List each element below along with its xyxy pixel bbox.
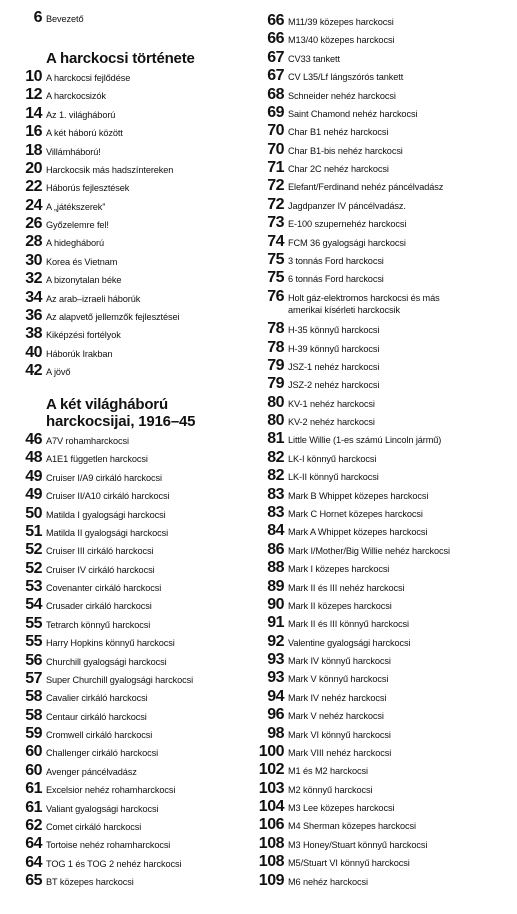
- entry-title: Az 1. világháború: [46, 109, 116, 120]
- entry-title: Avenger páncélvadász: [46, 766, 137, 777]
- toc-entry: [258, 177, 517, 197]
- entry-title: JSZ-2 nehéz harckocsi: [288, 380, 380, 391]
- toc-entry: [258, 449, 517, 469]
- page-number: 96: [267, 706, 284, 724]
- page-number: 32: [25, 270, 42, 288]
- toc-entry: [258, 725, 517, 745]
- entry-title: M3 Lee közepes harckocsi: [288, 803, 395, 814]
- toc-entry: [258, 196, 517, 216]
- entry-title: FCM 36 gyalogsági harckocsi: [288, 237, 406, 248]
- page-number: 54: [25, 596, 42, 614]
- page-number: 58: [25, 706, 42, 724]
- entry-title: Kiképzési fortélyok: [46, 330, 121, 341]
- entry-title: Crusader cirkáló harckocsi: [46, 601, 152, 612]
- entry-title: Háborúk Irakban: [46, 348, 113, 359]
- page-number: 60: [25, 743, 42, 761]
- toc-entry: [0, 270, 258, 290]
- toc-entry: [0, 307, 258, 327]
- toc-entry: [0, 252, 258, 272]
- page-number: 83: [267, 504, 284, 521]
- entry-title: Cruiser I/A9 cirkáló harckocsi: [46, 472, 162, 483]
- page-number: 24: [25, 196, 42, 214]
- page-number: 93: [267, 651, 284, 669]
- page-number: 67: [267, 48, 284, 66]
- entry-title: A jövő: [46, 367, 71, 378]
- page-number: 30: [25, 251, 42, 269]
- page-number: 93: [267, 669, 284, 687]
- page-number: 83: [267, 485, 284, 503]
- page-number: 12: [25, 86, 42, 104]
- entry-title: A harckocsizók: [46, 91, 106, 102]
- entry-title: CV33 tankett: [288, 53, 340, 64]
- toc-entry: [0, 523, 258, 543]
- toc-entry: [258, 430, 517, 450]
- toc-entry: [0, 431, 258, 451]
- toc-entry: [258, 12, 517, 32]
- entry-title: M2 könnyű harckocsi: [288, 784, 373, 795]
- entry-title-continued: amerikai kísérleti harckocsik: [288, 304, 400, 315]
- page-number: 57: [25, 669, 42, 687]
- toc-entry: [0, 670, 258, 690]
- page-number: 49: [25, 467, 42, 485]
- page-number: 50: [25, 504, 42, 522]
- toc-entry: [0, 142, 258, 162]
- page-number: 84: [267, 522, 284, 540]
- toc-entry: [258, 233, 517, 253]
- entry-title: Saint Chamond nehéz harckocsi: [288, 108, 418, 119]
- toc-entry: [258, 669, 517, 689]
- entry-title: Cavalier cirkáló harckocsi: [46, 693, 148, 704]
- page-number: 75: [267, 250, 284, 268]
- page-number: 55: [25, 614, 42, 632]
- entry-title: A bizonytalan béke: [46, 275, 122, 286]
- toc-entry: [258, 853, 517, 873]
- entry-title: LK-II könnyű harckocsi: [288, 472, 379, 483]
- page-number: 61: [25, 798, 42, 816]
- page-number: 18: [25, 141, 42, 159]
- entry-title: Holt gáz-elektromos harckocsi és más: [288, 292, 440, 303]
- toc-entry: [258, 320, 517, 340]
- toc-entry: [0, 652, 258, 672]
- page-number: 42: [25, 362, 42, 380]
- entry-title: M6 nehéz harckocsi: [288, 876, 368, 887]
- entry-title: Tortoise nehéz rohamharckocsi: [46, 840, 171, 851]
- entry-title: M1 és M2 harckocsi: [288, 766, 368, 777]
- toc-entry: [0, 780, 258, 800]
- toc-entry: [0, 707, 258, 727]
- entry-title: Little Willie (1-es számú Lincoln jármű): [288, 435, 442, 446]
- page-number: 40: [25, 343, 42, 361]
- toc-entry: [0, 105, 258, 125]
- entry-title: Háborús fejlesztések: [46, 183, 130, 194]
- page-number: 62: [25, 816, 42, 834]
- page-number: 20: [25, 159, 42, 177]
- entry-title: Mark I közepes harckocsi: [288, 564, 390, 575]
- entry-title: A7V rohamharckocsi: [46, 436, 129, 446]
- toc-entry: [0, 505, 258, 525]
- toc-entry: [0, 578, 258, 598]
- entry-title: Super Churchill gyalogsági harckocsi: [46, 674, 194, 685]
- page-number: 91: [267, 614, 284, 632]
- toc-entry: [258, 122, 517, 142]
- page-number: 52: [25, 541, 42, 559]
- page-number: 78: [267, 338, 284, 356]
- entry-title: Valentine gyalogsági harckocsi: [288, 637, 411, 648]
- entry-title: Bevezető: [46, 14, 84, 24]
- page-number: 60: [25, 761, 42, 779]
- toc-entry: [258, 467, 517, 487]
- toc-entry: [258, 798, 517, 818]
- entry-title: Cruiser III cirkáló harckocsi: [46, 546, 154, 557]
- page-number: 66: [267, 30, 284, 48]
- page-number: 55: [25, 633, 42, 651]
- toc-entry: [258, 67, 517, 87]
- page-number: 67: [267, 67, 284, 85]
- toc-entry: [0, 362, 258, 382]
- entry-title: KV-2 nehéz harckocsi: [288, 417, 375, 428]
- toc-entry: [258, 159, 517, 179]
- toc-entry: [0, 215, 258, 235]
- entry-title: Comet cirkáló harckocsi: [46, 821, 142, 832]
- toc-entry: [0, 325, 258, 345]
- entry-title: Cruiser IV cirkáló harckocsi: [46, 564, 155, 575]
- toc-entry: [258, 633, 517, 653]
- toc-entry: [0, 633, 258, 653]
- entry-title: M5/Stuart VI könnyű harckocsi: [288, 858, 410, 869]
- page-number: 75: [267, 269, 284, 287]
- entry-title: Char B1-bis nehéz harckocsi: [288, 145, 403, 156]
- toc-entry: [0, 486, 258, 506]
- entry-title: 6 tonnás Ford harckocsi: [288, 274, 384, 285]
- toc-entry: [0, 560, 258, 580]
- entry-title: Mark IV könnyű harckocsi: [288, 656, 391, 667]
- page-number: 74: [267, 232, 284, 250]
- entry-title: JSZ-1 nehéz harckocsi: [288, 361, 380, 372]
- entry-title: Mark II és III könnyű harckocsi: [288, 619, 409, 630]
- toc-entry: [258, 269, 517, 289]
- page-number: 90: [267, 595, 284, 613]
- toc-entry: [0, 725, 258, 745]
- entry-title: Elefant/Ferdinand nehéz páncélvadász: [288, 182, 444, 193]
- entry-title: Győzelemre fel!: [46, 220, 109, 231]
- page-number: 10: [25, 68, 42, 85]
- entry-title: Mark C Hornet közepes harckocsi: [288, 509, 423, 519]
- toc-entry: [0, 615, 258, 635]
- entry-title: Matilda I gyalogsági harckocsi: [46, 509, 166, 520]
- page-number: 108: [258, 834, 284, 852]
- page-number: 88: [267, 559, 284, 577]
- page-number: 66: [267, 12, 284, 29]
- page-number: 79: [267, 356, 284, 374]
- toc-entry: [258, 287, 517, 315]
- entry-title: H-39 könnyű harckocsi: [288, 343, 380, 354]
- toc-entry: [258, 706, 517, 726]
- toc-entry: [258, 375, 517, 395]
- page-number: 86: [267, 540, 284, 558]
- entry-title: Mark VI könnyű harckocsi: [288, 729, 391, 740]
- toc-entry: [258, 504, 517, 524]
- entry-title: A hidegháború: [46, 238, 104, 249]
- entry-title: Az arab–izraeli háborúk: [46, 293, 141, 304]
- page-number: 38: [25, 325, 42, 343]
- page-number: 80: [267, 412, 284, 430]
- toc-entry: [258, 339, 517, 359]
- entry-title: M13/40 közepes harckocsi: [288, 35, 395, 46]
- toc-entry: [258, 141, 517, 161]
- entry-title: Mark I/Mother/Big Willie nehéz harckocsi: [288, 545, 450, 556]
- page-number: 64: [25, 835, 42, 853]
- entry-title: Challenger cirkáló harckocsi: [46, 748, 159, 759]
- page-number: 49: [25, 486, 42, 504]
- toc-entry: [258, 394, 517, 414]
- toc-entry: [258, 30, 517, 50]
- toc-entry: [0, 160, 258, 180]
- entry-title: Matilda II gyalogsági harckocsi: [46, 527, 169, 538]
- page-number: 56: [25, 651, 42, 669]
- toc-entry: [258, 688, 517, 708]
- page-number: 48: [25, 449, 42, 467]
- entry-title: Churchill gyalogsági harckocsi: [46, 656, 167, 667]
- page-number: 22: [25, 178, 42, 196]
- page-number: 106: [258, 816, 284, 834]
- entry-title: Mark V könnyű harckocsi: [288, 674, 389, 685]
- page-number: 58: [25, 688, 42, 706]
- entry-title: Korea és Vietnam: [46, 256, 118, 267]
- page-number: 34: [25, 288, 42, 306]
- toc-entry: [0, 762, 258, 782]
- entry-title: Covenanter cirkáló harckocsi: [46, 583, 162, 594]
- toc-entry: [258, 872, 517, 892]
- page-number: 108: [258, 853, 284, 871]
- page-number: 94: [267, 687, 284, 705]
- toc-entry: [258, 49, 517, 69]
- toc-entry: [258, 578, 517, 598]
- page-number: 76: [267, 287, 284, 305]
- entry-title: TOG 1 és TOG 2 nehéz harckocsi: [46, 858, 182, 869]
- entry-title: Mark VIII nehéz harckocsi: [288, 747, 392, 758]
- toc-entry: [258, 761, 517, 781]
- page-number: 89: [267, 577, 284, 595]
- page-number: 6: [33, 9, 42, 26]
- toc-entry: [258, 357, 517, 377]
- page-number: 82: [267, 448, 284, 466]
- page-number: 68: [267, 85, 284, 103]
- toc-entry: [0, 9, 258, 29]
- toc-entry: [258, 743, 517, 763]
- toc-entry: [0, 449, 258, 469]
- page-number: 82: [267, 467, 284, 485]
- section-heading: A két világháború: [46, 396, 168, 413]
- entry-title: M3 Honey/Stuart könnyű harckocsi: [288, 839, 428, 850]
- entry-title: A két háború között: [46, 128, 123, 139]
- toc-entry: [258, 816, 517, 836]
- entry-title: Villámháború!: [46, 146, 101, 157]
- toc-entry: [0, 743, 258, 763]
- toc-entry: [0, 344, 258, 364]
- page-number: 73: [267, 214, 284, 232]
- page-number: 78: [267, 320, 284, 338]
- page-number: 36: [25, 306, 42, 324]
- entry-title: H-35 könnyű harckocsi: [288, 325, 380, 336]
- toc-entry: [258, 780, 517, 800]
- entry-title: Mark II közepes harckocsi: [288, 600, 392, 611]
- toc-entry: [258, 614, 517, 634]
- toc-entry: [0, 468, 258, 488]
- toc-entry: [258, 835, 517, 855]
- entry-title: Mark B Whippet közepes harckocsi: [288, 490, 429, 501]
- page-number: 72: [267, 177, 284, 195]
- page-number: 53: [25, 578, 42, 596]
- page-number: 64: [25, 853, 42, 871]
- toc-entry: [0, 68, 258, 88]
- toc-entry: [0, 123, 258, 143]
- page-number: 65: [25, 872, 42, 890]
- entry-title: Excelsior nehéz rohamharckocsi: [46, 785, 176, 796]
- toc-entry: [0, 289, 258, 309]
- section-heading: harckocsijai, 1916–45: [46, 413, 196, 430]
- page-number: 102: [258, 761, 284, 779]
- entry-title: LK-I könnyű harckocsi: [288, 453, 377, 464]
- entry-title: Az alapvető jellemzők fejlesztései: [46, 311, 180, 322]
- entry-title: A harckocsi fejlődése: [46, 73, 131, 83]
- page-number: 70: [267, 140, 284, 158]
- page-number: 103: [258, 779, 284, 797]
- entry-title: Char B1 nehéz harckocsi: [288, 127, 389, 138]
- toc-entry: [258, 214, 517, 234]
- page-number: 79: [267, 375, 284, 393]
- page-number: 81: [267, 430, 284, 448]
- entry-title: Mark IV nehéz harckocsi: [288, 692, 387, 703]
- page-number: 59: [25, 725, 42, 743]
- page-number: 28: [25, 233, 42, 251]
- page-number: 61: [25, 780, 42, 798]
- entry-title: Valiant gyalogsági harckocsi: [46, 803, 159, 814]
- toc-entry: [258, 596, 517, 616]
- entry-title: A1E1 független harckocsi: [46, 454, 148, 465]
- toc-entry: [0, 872, 258, 892]
- entry-title: Harry Hopkins könnyű harckocsi: [46, 638, 175, 649]
- entry-title: Mark A Whippet közepes harckocsi: [288, 527, 428, 538]
- entry-title: BT közepes harckocsi: [46, 877, 134, 888]
- toc-entry: [258, 412, 517, 432]
- entry-title: M11/39 közepes harckocsi: [288, 17, 394, 27]
- page-number: 98: [267, 724, 284, 742]
- entry-title: Centaur cirkáló harckocsi: [46, 711, 147, 722]
- entry-title: E-100 szupernehéz harckocsi: [288, 219, 407, 230]
- entry-title: Mark V nehéz harckocsi: [288, 711, 384, 722]
- toc-entry: [258, 522, 517, 542]
- page-number: 16: [25, 123, 42, 141]
- toc-entry: [0, 688, 258, 708]
- entry-title: Schneider nehéz harckocsi: [288, 90, 396, 101]
- toc-entry: [0, 835, 258, 855]
- page-number: 71: [267, 159, 284, 177]
- page-number: 69: [267, 103, 284, 121]
- page-number: 92: [267, 632, 284, 650]
- page-number: 100: [258, 742, 284, 760]
- toc-entry: [258, 86, 517, 106]
- page-number: 51: [25, 522, 42, 540]
- page-number: 14: [25, 104, 42, 122]
- section-heading: A harckocsi története: [46, 50, 195, 67]
- page-number: 104: [258, 798, 284, 816]
- entry-title: Char 2C nehéz harckocsi: [288, 164, 389, 175]
- toc-entry: [0, 197, 258, 217]
- toc-entry: [258, 104, 517, 124]
- entry-title: 3 tonnás Ford harckocsi: [288, 255, 384, 266]
- entry-title: M4 Sherman közepes harckocsi: [288, 821, 416, 832]
- entry-title: Tetrarch könnyű harckocsi: [46, 619, 151, 630]
- toc-entry: [0, 854, 258, 874]
- page-number: 109: [258, 871, 284, 889]
- entry-title: A „játékszerek”: [46, 201, 106, 212]
- toc-entry: [0, 817, 258, 837]
- page-number: 52: [25, 559, 42, 577]
- page-number: 80: [267, 393, 284, 411]
- toc-entry: [258, 486, 517, 506]
- page-number: 26: [25, 215, 42, 233]
- toc-entry: [0, 799, 258, 819]
- entry-title: Cromwell cirkáló harckocsi: [46, 730, 153, 741]
- page-number: 72: [267, 195, 284, 213]
- entry-title: KV-1 nehéz harckocsi: [288, 398, 375, 409]
- toc-entry: [0, 596, 258, 616]
- entry-title: Mark II és III nehéz harckocsi: [288, 582, 405, 593]
- toc-entry: [0, 86, 258, 106]
- toc-entry: [0, 233, 258, 253]
- entry-title: CV L35/Lf lángszórós tankett: [288, 72, 404, 83]
- toc-entry: [258, 559, 517, 579]
- toc-entry: [258, 251, 517, 271]
- page-number: 70: [267, 122, 284, 140]
- entry-title: Jagdpanzer IV páncélvadász.: [288, 200, 406, 211]
- toc-entry: [0, 178, 258, 198]
- toc-entry: [258, 541, 517, 561]
- entry-title: Cruiser II/A10 cirkáló harckocsi: [46, 491, 170, 502]
- toc-entry: [258, 651, 517, 671]
- toc-entry: [0, 541, 258, 561]
- page-number: 46: [25, 431, 42, 448]
- entry-title: Harckocsik más hadszíntereken: [46, 164, 174, 175]
